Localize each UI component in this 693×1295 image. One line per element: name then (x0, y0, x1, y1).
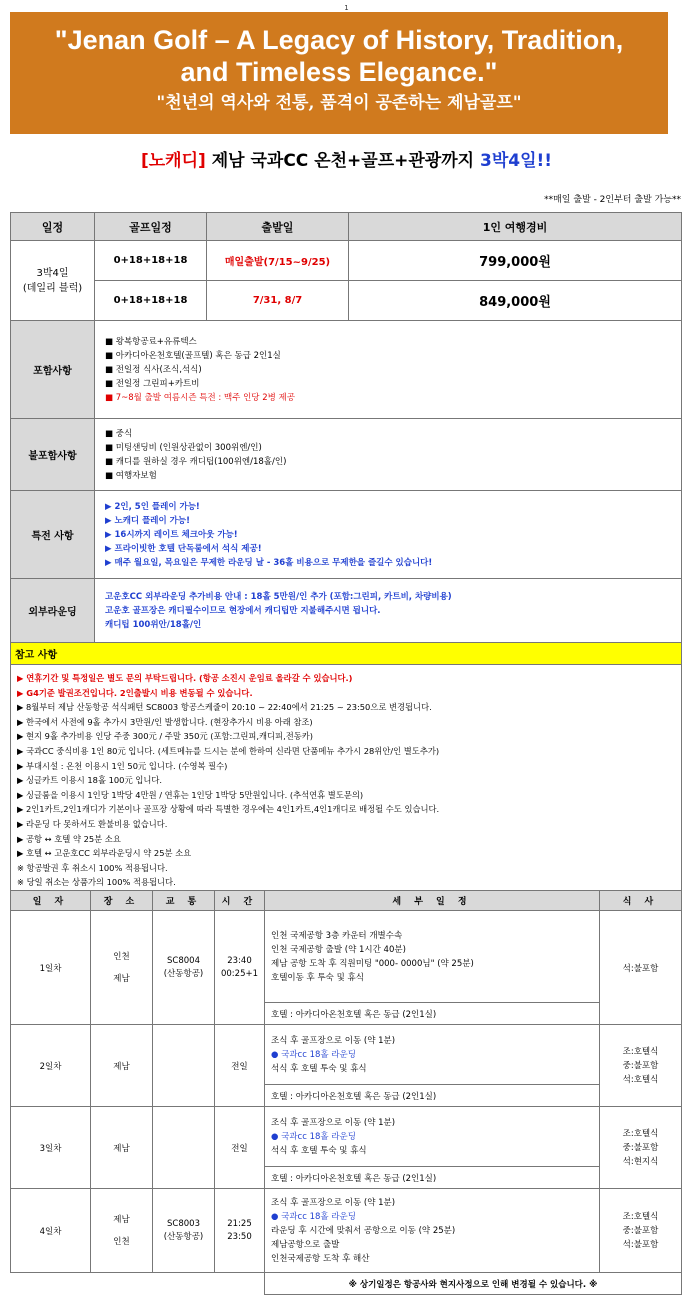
subtitle-tag: [노캐디] (140, 151, 206, 171)
product-subtitle (0, 146, 693, 171)
header-price: 1인 여행경비 (349, 213, 682, 241)
transport (153, 1107, 215, 1189)
day-label: 4일차 (11, 1189, 91, 1273)
outside-round-list: 고운호CC 외부라운딩 추가비용 안내 : 18홀 5만원/인 추가 (포함:그린피, 카트비, 차량비용) 고운호 골프장은 캐디필수이므로 현장에서 캐디팁만 지불해주시면 됩니다. 캐디팁 100위안/18홀/인 (95, 579, 682, 643)
transport: SC8004 (산동항공) (153, 911, 215, 1025)
summer-special: ■ 7~8월 출발 여름시즌 특전 : 맥주 인당 2병 제공 (105, 392, 295, 403)
golf-schedule: 0+18+18+18 (95, 281, 207, 321)
hotel: 호텔 : 아카디아온천호텔 혹은 동급 (2인1실) (265, 1167, 600, 1189)
time: 전일 (215, 1107, 265, 1189)
hotel: 호텔 : 아카디아온천호텔 혹은 동급 (2인1실) (265, 1003, 600, 1025)
golf-schedule: 0+18+18+18 (95, 241, 207, 281)
reference-header: 참고 사항 (11, 643, 682, 665)
schedule-change-note: ※ 상기일정은 항공사와 현지사정으로 인해 변경될 수 있습니다. ※ (265, 1273, 682, 1295)
place: 제남 (91, 1025, 153, 1107)
excluded-list: ■ 중식 ■ 미팅샌딩비 (인원상관없이 300위엔/인) ■ 캐디를 원하실 경우 캐디팁(100위엔/18홀/인) ■ 여행자보험 (95, 419, 682, 491)
golf-round: ● 국과cc 18홀 라운딩 (271, 1131, 356, 1142)
benefits-label: 특전 사항 (11, 491, 95, 579)
header-golf: 골프일정 (95, 213, 207, 241)
itinerary-row (11, 1025, 682, 1085)
outside-round-label: 외부라운딩 (11, 579, 95, 643)
itinerary-row (11, 1189, 682, 1273)
title-banner (10, 12, 668, 134)
header-depart: 출발일 (207, 213, 349, 241)
details: 조식 후 골프장으로 이동 (약 1분) ● 국과cc 18홀 라운딩 석식 후 호텔 투숙 및 휴식 (265, 1107, 600, 1167)
summary-table (10, 212, 682, 897)
details: 조식 후 골프장으로 이동 (약 1분) ● 국과cc 18홀 라운딩 석식 후 호텔 투숙 및 휴식 (265, 1025, 600, 1085)
itinerary-table: 일 자 장 소 교 통 시 간 세 부 일 정 식 사 1일차 인천 제남 SC8004 (산동항공) 23:40 00:25+1 인천 국제공항 3층 카운터 개별수속 인천 국제공항 출발 (약 1시간 40분) 제남 공항 도착 후 직원미팅 "000- 0000님" (약 25분) 호텔이동 후 투숙 및 휴식 석:불포함 호텔 : 아카디아온천호텔 혹은 동급 (2인1실) 2일차 제남 전일 조식 후 골프장으로 이동 (약 1분) ● 국과cc 18홀 라운딩 석식 후 호텔 투숙 및 휴식 조:호텔식 중:불포함 석:호텔식 호텔 : 아카디아온천호텔 혹은 동급 (2인1실) 3일차 제남 전일 조식 후 골프장으로 이동 (약 1분) ● 국과cc 18홀 라운딩 석식 후 호텔 투숙 및 휴식 조:호텔식 중:불포함 석:현지식 호텔 : 아카디아온천호텔 혹은 동급 (2인1실) 4일차 제남 인천 SC8003 (산동항공) 21:25 23:50 조식 후 골프장으로 이동 (약 1분) ● 국과cc 18홀 라운딩 라운딩 후 시간에 맞춰서 공항으로 이동 (약 25분) 제남공항으로 출발 인천국제공항 도착 후 해산 조:호텔식 중:불포함 석:불포함 ※ 상기일정은 항공사와 현지사정으로 인해 변경될 수 있습니다. ※ (10, 890, 682, 1295)
place: 인천 제남 (91, 911, 153, 1025)
place: 제남 (91, 1107, 153, 1189)
banner-title-line1: "Jenan Golf – A Legacy of History, Tradition, (54, 25, 624, 55)
transport (153, 1025, 215, 1107)
included-label: 포함사항 (11, 321, 95, 419)
day-label: 1일차 (11, 911, 91, 1025)
period-cell: 3박4일 (데일리 블럭) (11, 241, 95, 321)
time: 전일 (215, 1025, 265, 1107)
day-label: 3일차 (11, 1107, 91, 1189)
meals: 석:불포함 (600, 911, 682, 1025)
subtitle-main: 제남 국과CC 온천+골프+관광까지 (205, 151, 480, 171)
benefits-list: ▶ 2인, 5인 플레이 가능! ▶ 노캐디 플레이 가능! ▶ 16시까지 레이트 체크아웃 가능! ▶ 프라이빗한 호텔 단독룸에서 석식 제공! ▶ 매주 월요일, 목요일은 무제한 라운딩 날 - 36홀 비용으로 무제한을 즐길수 있습니다! (95, 491, 682, 579)
place: 제남 인천 (91, 1189, 153, 1273)
price: 849,000원 (349, 281, 682, 321)
meals: 조:호텔식 중:불포함 석:불포함 (600, 1189, 682, 1273)
price: 799,000원 (349, 241, 682, 281)
golf-round: ● 국과cc 18홀 라운딩 (271, 1211, 356, 1222)
excluded-label: 불포함사항 (11, 419, 95, 491)
itinerary-row (11, 1107, 682, 1167)
time: 23:40 00:25+1 (215, 911, 265, 1025)
hotel: 호텔 : 아카디아온천호텔 혹은 동급 (2인1실) (265, 1085, 600, 1107)
banner-title-line2: and Timeless Elegance." (180, 57, 498, 87)
day-label: 2일차 (11, 1025, 91, 1107)
depart-date: 매일출발(7/15~9/25) (207, 241, 349, 281)
time: 21:25 23:50 (215, 1189, 265, 1273)
meals: 조:호텔식 중:불포함 석:현지식 (600, 1107, 682, 1189)
depart-date: 7/31, 8/7 (207, 281, 349, 321)
banner-korean-title: "천년의 역사와 전통, 품격이 공존하는 제남골프" (156, 93, 522, 113)
daily-departure-note: **매일 출발 - 2인부터 출발 가능** (544, 195, 681, 205)
details: 인천 국제공항 3층 카운터 개별수속 인천 국제공항 출발 (약 1시간 40분) 제남 공항 도착 후 직원미팅 "000- 0000님" (약 25분) 호텔이동 후 투숙 및 휴식 (265, 911, 600, 1003)
page-number: 1 (344, 4, 349, 12)
header-period: 일정 (11, 213, 95, 241)
meals: 조:호텔식 중:불포함 석:호텔식 (600, 1025, 682, 1107)
details: 조식 후 골프장으로 이동 (약 1분) ● 국과cc 18홀 라운딩 라운딩 후 시간에 맞춰서 공항으로 이동 (약 25분) 제남공항으로 출발 인천국제공항 도착 후 해산 (265, 1189, 600, 1273)
included-list: ■ 왕복항공료+유류텍스 ■ 아카디아온천호텔(골프텔) 혹은 동급 2인1실 ■ 전일정 식사(조식,석식) ■ 전일정 그린피+카트비 ■ 7~8월 출발 여름시즌 특전 : 맥주 인당 2병 제공 (95, 321, 682, 419)
transport: SC8003 (산동항공) (153, 1189, 215, 1273)
reference-list: ▶ 연휴기간 및 특정일은 별도 문의 부탁드립니다. (항공 소진시 운임료 올라갈 수 있습니다.) ▶ G4기준 발권조건입니다. 2인출발시 비용 변동될 수 있습니다. ▶ 8월부터 제남 산동항공 석식패턴 SC8003 항공스케줄이 20:10 ~ 22:40에서 21:25 ~ 23:50으로 변경됩니다. ▶ 한국에서 사전에 9홀 추가시 3만원/인 발생합니다. (현장추가시 비용 아래 참조) ▶ 현지 9홀 추가비용 인당 주중 300元 / 주말 350元 (포함:그린피,캐디피,전동카) ▶ 국과CC 중식비용 1인 80元 입니다. (세트메뉴를 드시는 분에 한하여 신라면 단품메뉴 추가시 28위안/인 별도추가) ▶ 부대시설 : 온천 이용시 1인 50元 입니다. (수영복 필수) ▶ 싱글카트 이용시 18홀 100元 입니다. ▶ 싱글룸을 이용시 1인당 1박당 4만원 / 연휴는 1인당 1박당 5만원입니다. (추석연휴 별도문의) ▶ 2인1카트,2인1캐디가 기본이나 골프장 상황에 따라 특별한 경우에는 4인1카트,4인1캐디로 배정될 수도 있습니다. ▶ 라운딩 다 못하셔도 환불비용 없습니다. ▶ 공항 ↔ 호텔 약 25분 소요 ▶ 호텔 ↔ 고운호CC 외부라운딩시 약 25분 소요 ※ 항공발권 후 취소시 100% 적용됩니다. ※ 당일 취소는 상품가의 100% 적용됩니다. (11, 665, 682, 897)
golf-round: ● 국과cc 18홀 라운딩 (271, 1049, 356, 1060)
subtitle-duration: 3박4일!! (479, 151, 552, 171)
itinerary-row (11, 911, 682, 1003)
